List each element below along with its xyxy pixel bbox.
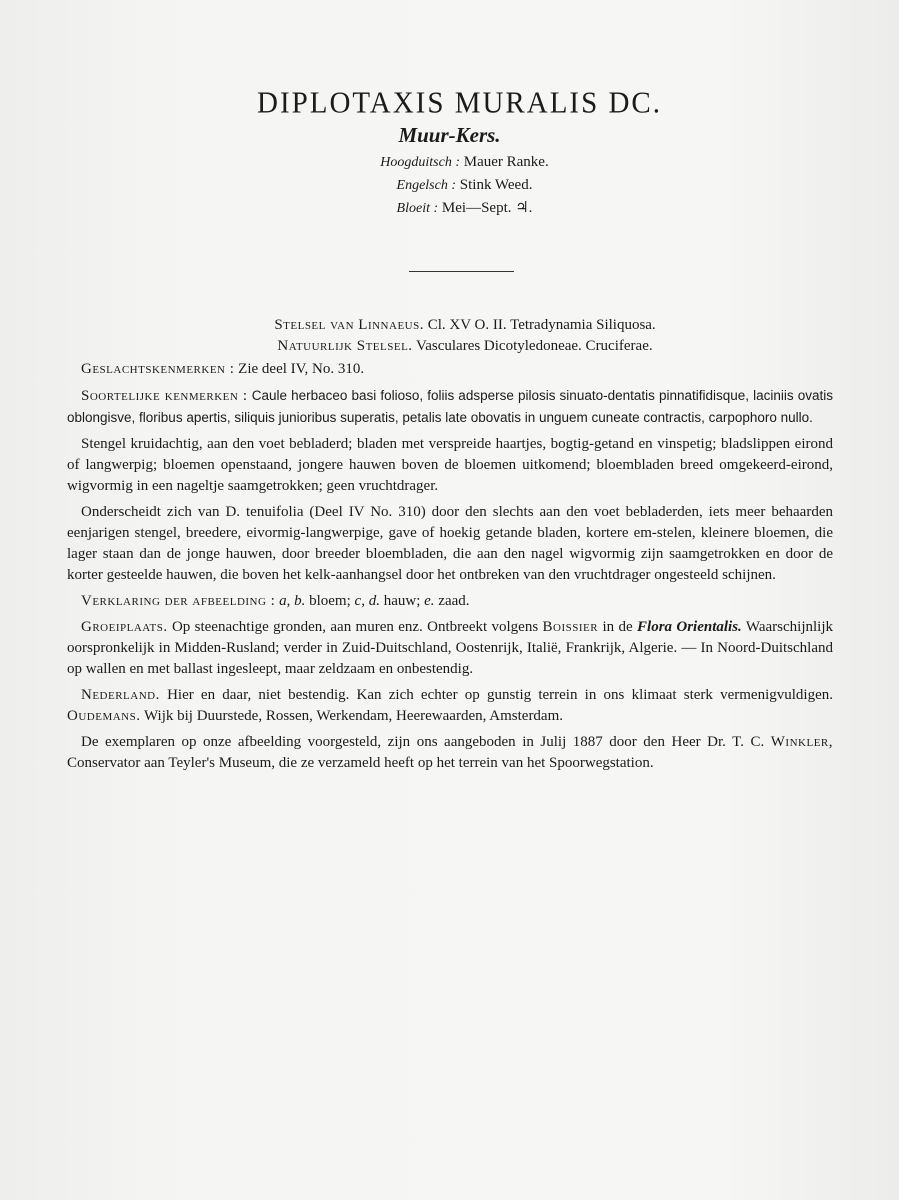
- netherlands-text-2: Wijk bij Duurstede, Rossen, Werkendam, Heerewaarden, Amsterdam.: [143, 708, 564, 724]
- netherlands-text-1: Hier en daar, niet bestendig. Kan zich echter op gunstig terrein in ons klimaat sterk vermenigvuldigen.: [167, 687, 833, 703]
- fig-hauw: hauw;: [383, 593, 421, 609]
- habitat-text-1: Op steenachtige gronden, aan muren enz. Ontbreekt volgens: [171, 619, 539, 635]
- fig-a: a: [279, 593, 287, 609]
- oudemans-name: Oudemans.: [67, 708, 141, 724]
- linnaeus-text: Cl. XV O. II. Tetradynamia Siliquosa.: [427, 317, 656, 333]
- english-name-line: [30, 174, 899, 197]
- genus-label: Geslachtskenmerken :: [81, 361, 235, 377]
- natural-text: Vasculares Dicotyledoneae. Cruciferae.: [416, 338, 653, 354]
- german-label: Hoogduitsch :: [380, 155, 460, 170]
- figure-explanation: Verklaring der afbeelding : a, b. bloem; c, d. hauw; e. zaad.: [81, 593, 470, 609]
- page-header: [0, 86, 899, 220]
- habitat-text-2: Waarschijnlijk oorspronkelijk in Midden-Rusland; verder in Zuid-Duitschland, Oostenrijk, Italië, Frankrijk, Algerie. — In Noord-Duitschland op wallen en met ballast ingesleept, maar zeldzaam en onbestendig.: [67, 619, 834, 677]
- english-name: Stink Weed.: [459, 177, 533, 193]
- linnaeus-label: Stelsel van Linnaeus.: [274, 317, 424, 333]
- fig-c: c: [354, 593, 362, 609]
- netherlands-label: Nederland.: [81, 687, 160, 703]
- specimens-text-1: De exemplaren op onze afbeelding voorgesteld, zijn ons aangeboden in Julij 1887 door den Heer Dr. T. C.: [81, 734, 765, 750]
- specimens-section: [67, 732, 833, 774]
- habitat-in-de: in de: [602, 619, 633, 635]
- flowering-period: Mei—Sept. ♃.: [441, 200, 533, 216]
- species-characters: [67, 385, 833, 429]
- german-name: Mauer Ranke.: [463, 154, 549, 170]
- species-title: DIPLOTAXIS MURALIS DC.: [257, 86, 662, 120]
- description-body: [67, 315, 833, 779]
- habitat-section: [67, 617, 833, 680]
- fig-e: e.: [424, 593, 435, 609]
- winkler-name: Winkler,: [770, 734, 833, 750]
- boissier-name: Boissier: [542, 619, 599, 635]
- distinction-description: Onderscheidt zich van D. tenuifolia (Deel IV No. 310) door den slechts aan den voet bebladerden, iets meer behaarden eenjarigen stengel, breedere, eivormig-langwerpige, gave of hoekig getande bladen, kortere em-stelen, kleinere bloemen, die lager staan dan de jonge hauwen, door breeder bloembladen, die aan den nagel wigvormig zijn saamgetrokken en door de korter gesteelde hauwen, die boven het kelk-aanhangsel door het ontbreken van den vruchtdrager ongesteeld schijnen.: [67, 504, 833, 583]
- fig-bloem: bloem;: [309, 593, 351, 609]
- fig-zaad: zaad.: [438, 593, 470, 609]
- english-label: Engelsch :: [396, 178, 457, 193]
- common-name: Muur-Kers.: [398, 123, 501, 147]
- specimens-text-2: Conservator aan Teyler's Museum, die ze verzameld heeft op het terrein van het Spoorwegstation.: [67, 755, 654, 771]
- flora-orientalis: Flora Orientalis.: [637, 619, 742, 635]
- divider-rule: [409, 271, 514, 272]
- german-name-line: [30, 151, 899, 174]
- netherlands-section: [67, 685, 833, 727]
- linnaeus-system: [67, 315, 833, 336]
- genus-text: Zie deel IV, No. 310.: [238, 361, 365, 377]
- species-latin: Caule herbaceo basi folioso, foliis adsperse pilosis sinuato-dentatis pinnatifidisque, laciniis ovatis oblongisve, floribus apertis, siliquis junioribus superatis, petalis late obovatis in unguem cuneate contractis, carpophoro nullo.: [67, 388, 834, 425]
- stem-description: Stengel kruidachtig, aan den voet bebladerd; bladen met verspreide haartjes, bogtig-getand en vinspetig; bladslippen eirond of langwerpig; bloemen openstaand, jongere hauwen boven de bloemen uitkomend; bloembladen breed omgekeerd-eirond, wigvormig in een nageltje saamgetrokken; geen vruchtdrager.: [67, 436, 833, 494]
- fig-d: d.: [368, 593, 380, 609]
- explanation-label: Verklaring der afbeelding :: [81, 593, 276, 609]
- natural-system: [67, 336, 833, 357]
- natural-label: Natuurlijk Stelsel.: [277, 338, 413, 354]
- species-label: Soortelijke kenmerken :: [81, 388, 248, 404]
- flowering-line: [30, 197, 899, 220]
- habitat-label: Groeiplaats.: [81, 619, 168, 635]
- fig-b: b.: [294, 593, 306, 609]
- genus-characters: [67, 359, 833, 380]
- flowering-label: Bloeit :: [396, 201, 439, 216]
